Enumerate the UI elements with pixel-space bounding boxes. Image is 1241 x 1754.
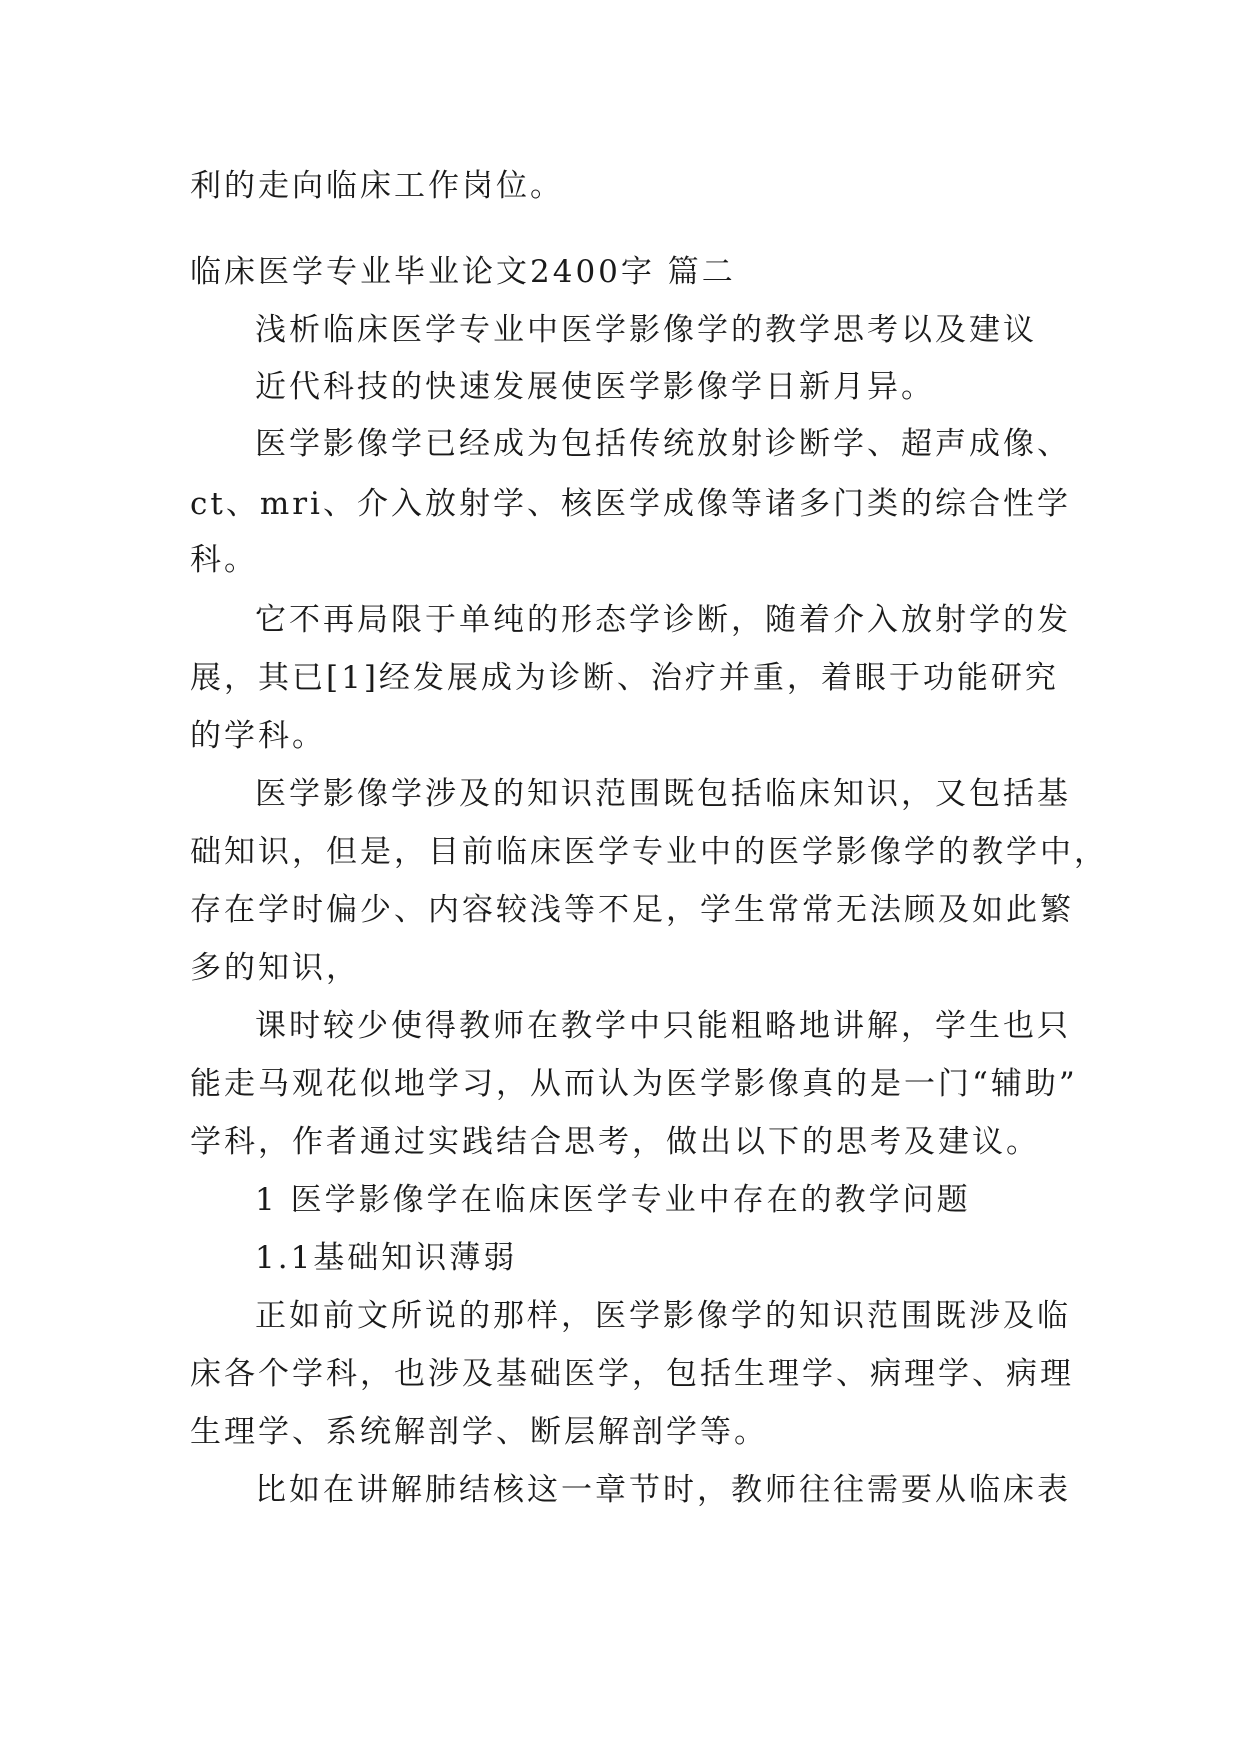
text-line: 的学科。 [190,718,326,754]
text-line: 比如在讲解肺结核这一章节时，教师往往需要从临床表 [255,1472,1071,1508]
text-line: 学科，作者通过实践结合思考，做出以下的思考及建议。 [190,1124,1040,1160]
section-heading: 临床医学专业毕业论文2400字 篇二 [190,254,736,290]
section-heading: 1 医学影像学在临床医学专业中存在的教学问题 [255,1182,971,1218]
article-title: 浅析临床医学专业中医学影像学的教学思考以及建议 [255,312,1037,348]
text-line: 存在学时偏少、内容较浅等不足，学生常常无法顾及如此繁 [190,892,1074,928]
text-line: ct、mri、介入放射学、核医学成像等诸多门类的综合性学 [190,486,1071,522]
text-line: 利的走向临床工作岗位。 [190,168,564,204]
text-line: 科。 [190,542,258,578]
subsection-heading: 1.1基础知识薄弱 [255,1240,518,1276]
text-line: 医学影像学涉及的知识范围既包括临床知识，又包括基 [255,776,1071,812]
text-line: 生理学、系统解剖学、断层解剖学等。 [190,1414,768,1450]
text-line: 它不再局限于单纯的形态学诊断，随着介入放射学的发 [255,602,1071,638]
text-line: 正如前文所说的那样，医学影像学的知识范围既涉及临 [255,1298,1071,1334]
text-line: 多的知识， [190,950,360,986]
text-line: 能走马观花似地学习，从而认为医学影像真的是一门“辅助” [190,1066,1078,1102]
text-line: 近代科技的快速发展使医学影像学日新月异。 [255,369,935,405]
text-line: 础知识，但是，目前临床医学专业中的医学影像学的教学中， [190,834,1108,870]
text-line: 医学影像学已经成为包括传统放射诊断学、超声成像、 [255,426,1071,462]
text-line: 课时较少使得教师在教学中只能粗略地讲解，学生也只 [255,1008,1071,1044]
text-line: 床各个学科，也涉及基础医学，包括生理学、病理学、病理 [190,1356,1074,1392]
text-line: 展，其已[1]经发展成为诊断、治疗并重，着眼于功能研究 [190,660,1059,696]
